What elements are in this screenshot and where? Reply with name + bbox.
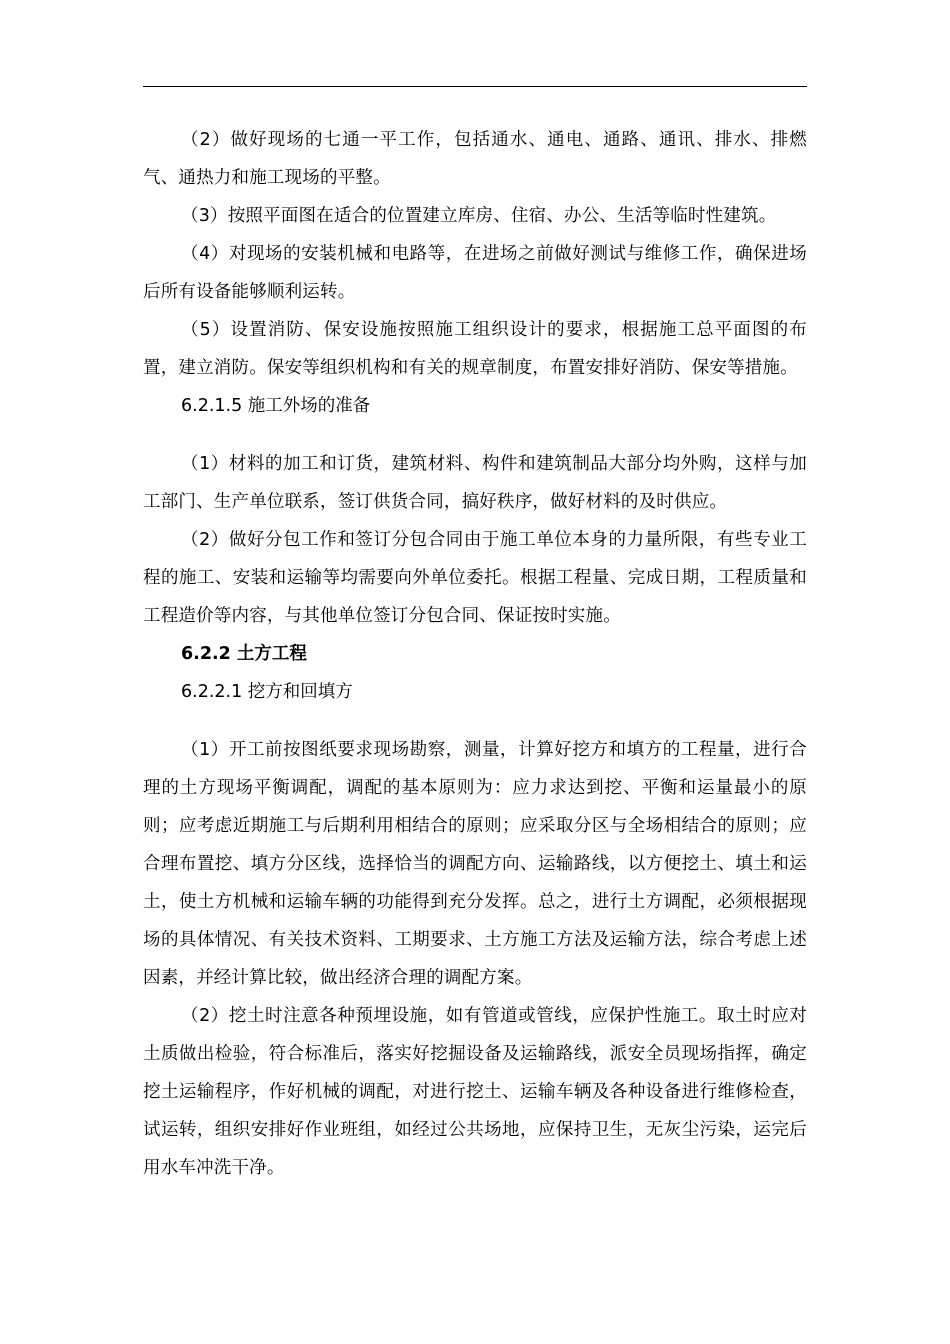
paragraph: （2）挖土时注意各种预埋设施，如有管道或管线，应保护性施工。取土时应对土质做出检验，符合标准后，落实好挖掘设备及运输路线，派安全员现场指挥，确定挖土运输程序，作好机械的调配，对进行挖土、运输车辆及各种设备进行维修检查，试运转，组织安排好作业班组，如经过公共场地，应保持卫生，无灰尘污染，运完后用水车冲洗干净。 (143, 1006, 807, 1178)
paragraph: （1）开工前按图纸要求现场勘察，测量，计算好挖方和填方的工程量，进行合理的土方现场平衡调配，调配的基本原则为：应力求达到挖、平衡和运量最小的原则；应考虑近期施工与后期利用相结合的原则；应采取分区与全场相结合的原则；应合理布置挖、填方分区线，选择恰当的调配方向、运输路线，以方便挖土、填土和运土，使土方机械和运输车辆的功能得到充分发挥。总之，进行土方调配，必须根据现场的具体情况、有关技术资料、工期要求、土方施工方法及运输方法，综合考虑上述因素，并经计算比较，做出经济合理的调配方案。 (143, 740, 807, 988)
paragraph: （2）做好现场的七通一平工作，包括通水、通电、通路、通讯、排水、排燃气、通热力和施工现场的平整。 (143, 130, 807, 188)
paragraph: （2）做好分包工作和签订分包合同由于施工单位本身的力量所限，有些专业工程的施工、安装和运输等均需要向外单位委托。根据工程量、完成日期，工程质量和工程造价等内容，与其他单位签订分包合同、保证按时实施。 (143, 530, 807, 626)
section-heading: 6.2.2 土方工程 (181, 644, 307, 664)
paragraph: （4）对现场的安装机械和电路等，在进场之前做好测试与维修工作，确保进场后所有设备能够顺利运转。 (143, 244, 807, 302)
paragraph: （1）材料的加工和订货，建筑材料、构件和建筑制品大部分均外购，这样与加工部门、生产单位联系，签订供货合同，搞好秩序，做好材料的及时供应。 (143, 454, 807, 512)
section-subheading: 6.2.2.1 挖方和回填方 (181, 682, 353, 702)
header-rule (143, 86, 807, 87)
document-body (143, 121, 807, 1187)
section-subheading: 6.2.1.5 施工外场的准备 (181, 396, 371, 416)
paragraph: （3）按照平面图在适合的位置建立库房、住宿、办公、生活等临时性建筑。 (181, 206, 777, 226)
paragraph: （5）设置消防、保安设施按照施工组织设计的要求，根据施工总平面图的布置，建立消防。保安等组织机构和有关的规章制度，布置安排好消防、保安等措施。 (143, 320, 807, 378)
